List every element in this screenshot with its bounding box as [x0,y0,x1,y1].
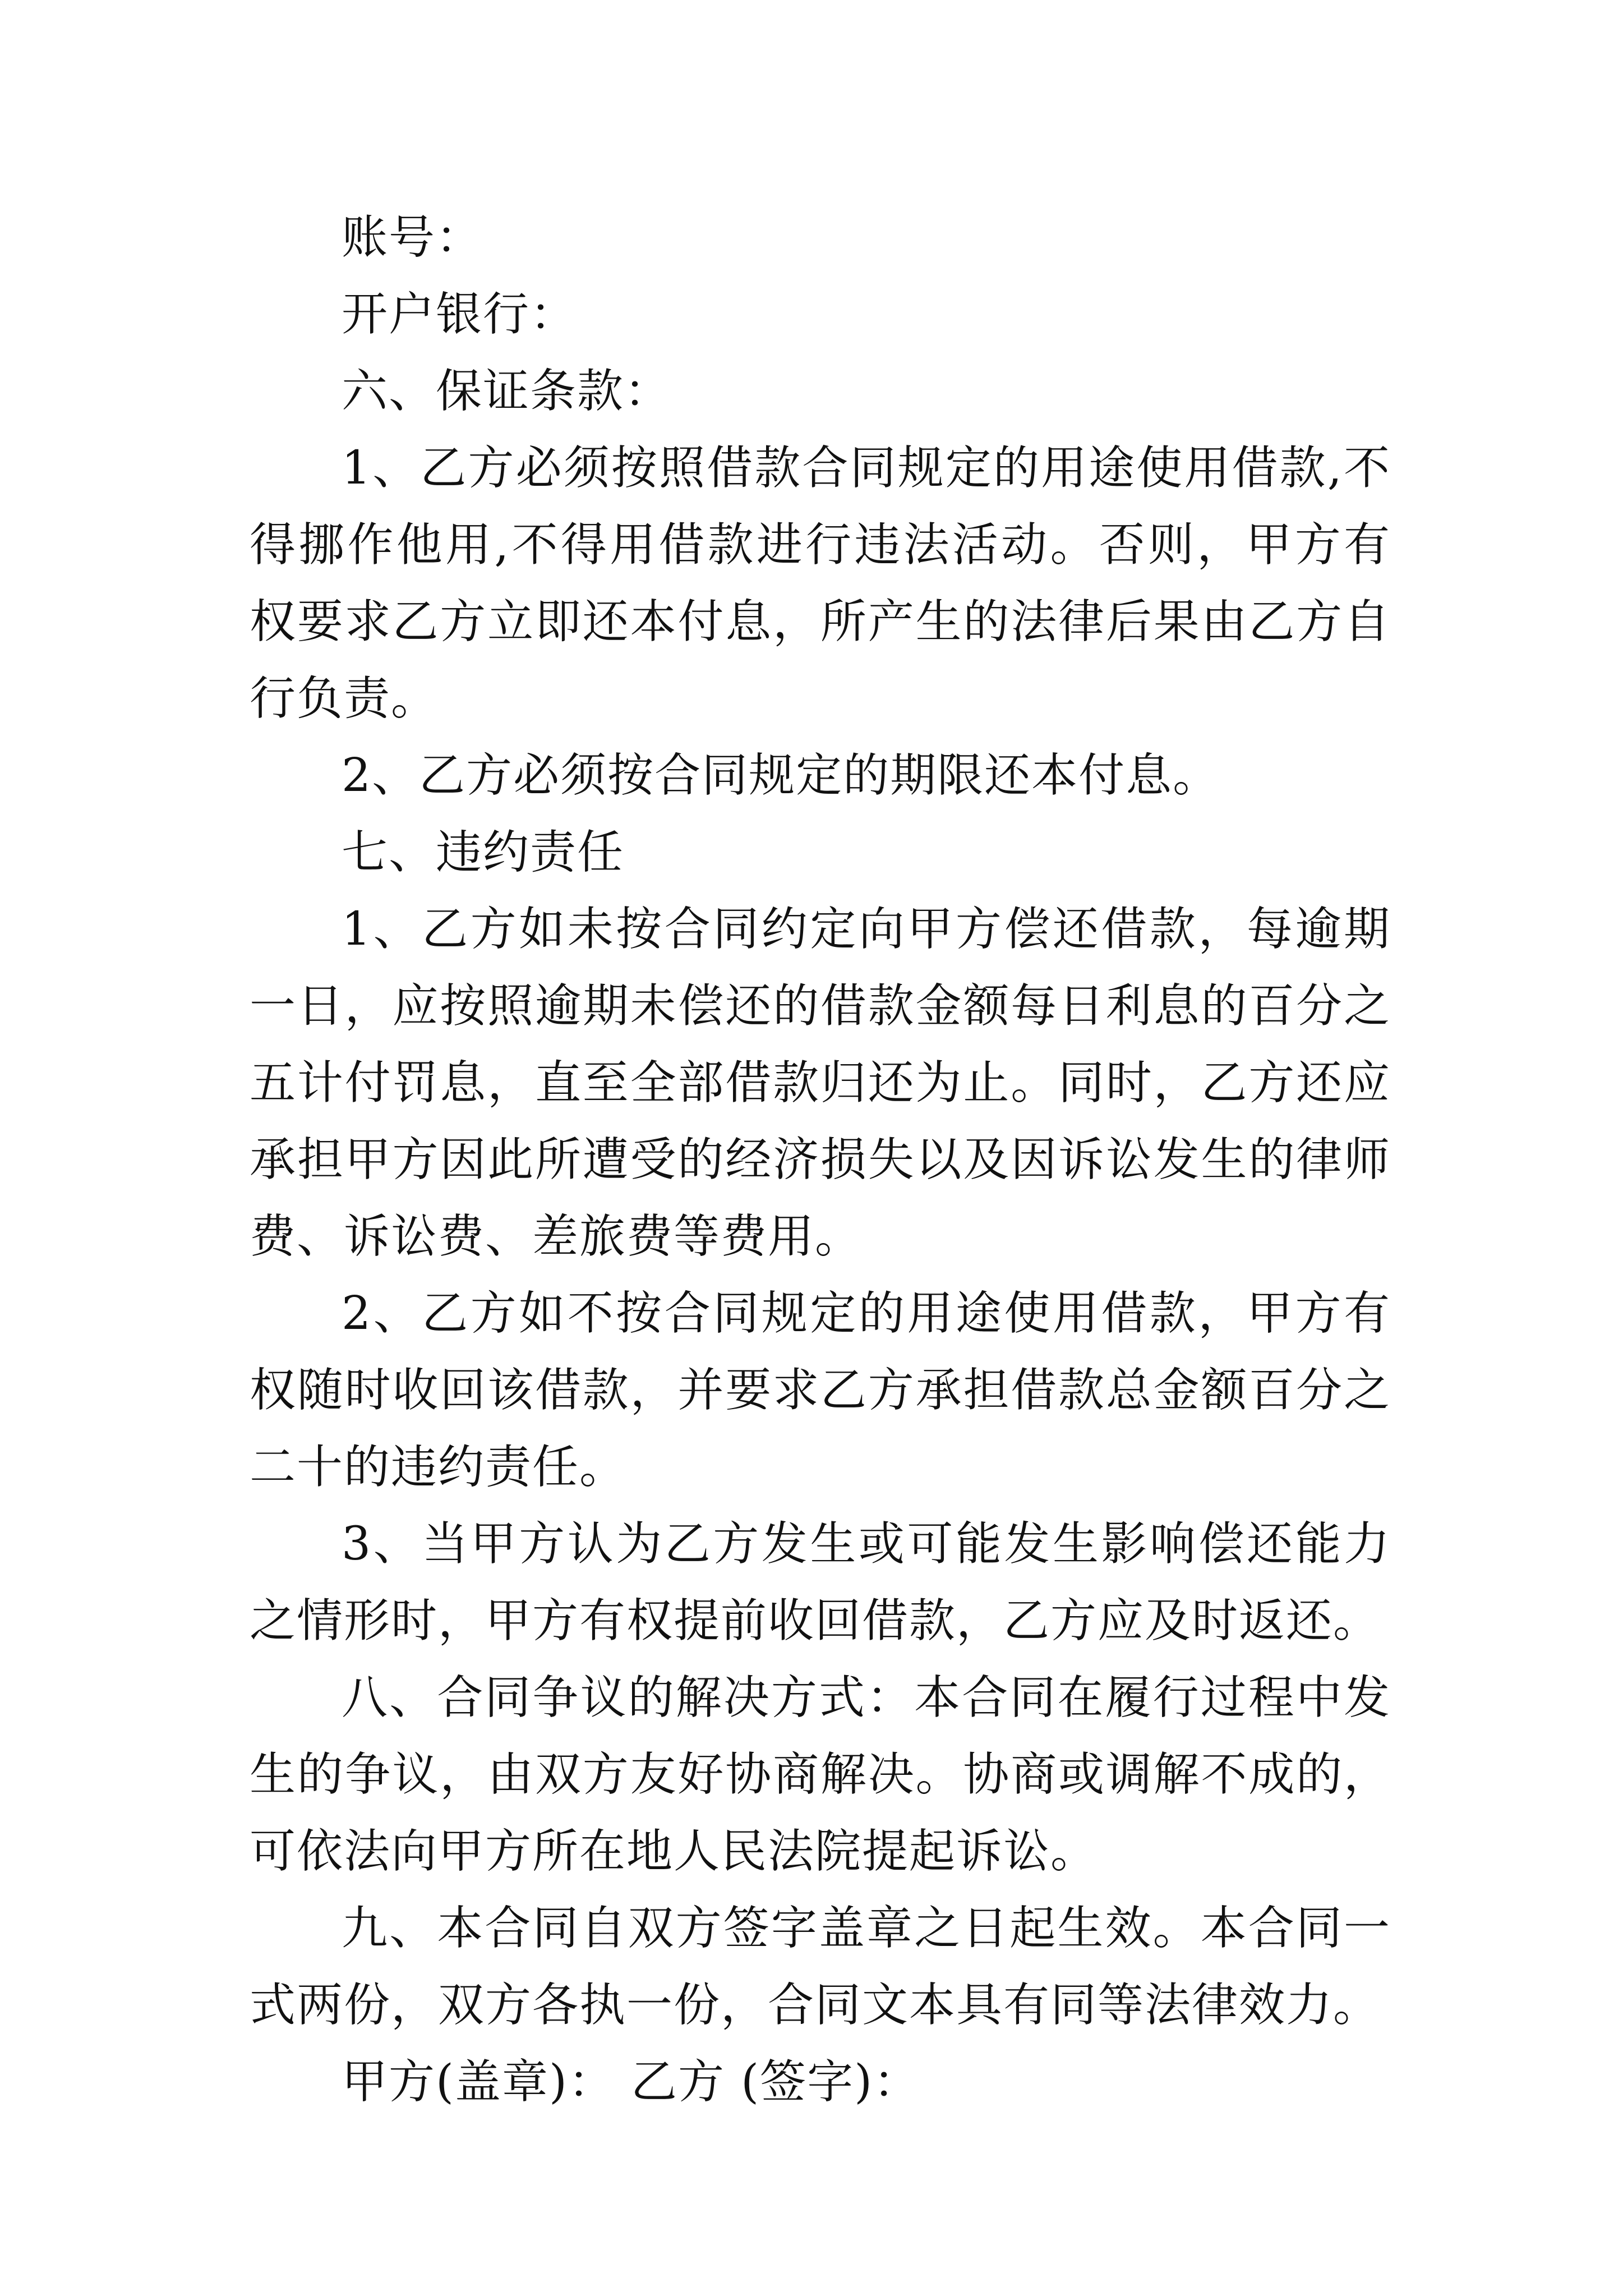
guarantee-clause-2: 2、乙方必须按合同规定的期限还本付息。 [342,749,1220,802]
guarantee-clause-1: 1、乙方必须按照借款合同规定的用途使用借款,不得挪作他用,不得用借款进行违法活动。否则，甲方有权要求乙方立即还本付息，所产生的法律后果由乙方自行负责。 [250,441,1391,725]
breach-clause-3: 3、当甲方认为乙方发生或可能发生影响偿还能力之情形时，甲方有权提前收回借款，乙方应及时返还。 [250,1517,1391,1648]
section-six-heading: 六、保证条款： [342,365,672,418]
signature-line: 甲方(盖章)： 乙方 (签字)： [342,2055,921,2109]
dispute-resolution-clause: 八、合同争议的解决方式：本合同在履行过程中发生的争议，由双方友好协商解决。协商或调解不成的，可依法向甲方所在地人民法院提起诉讼。 [250,1671,1391,1878]
effectiveness-clause: 九、本合同自双方签字盖章之日起生效。本合同一式两份，双方各执一份，合同文本具有同等法律效力。 [250,1902,1391,2032]
account-number-line: 账号： [342,211,483,264]
opening-bank-line: 开户银行： [342,288,578,341]
document-body [250,199,1391,2120]
breach-clause-2: 2、乙方如不按合同规定的用途使用借款，甲方有权随时收回该借款，并要求乙方承担借款总金额百分之二十的违约责任。 [250,1287,1391,1494]
breach-clause-1: 1、乙方如未按合同约定向甲方偿还借款，每逾期一日，应按照逾期未偿还的借款金额每日利息的百分之五计付罚息，直至全部借款归还为止。同时，乙方还应承担甲方因此所遭受的经济损失以及因诉讼发生的律师费、诉讼费、差旅费等费用。 [250,903,1391,1263]
section-seven-heading: 七、违约责任 [342,826,625,879]
